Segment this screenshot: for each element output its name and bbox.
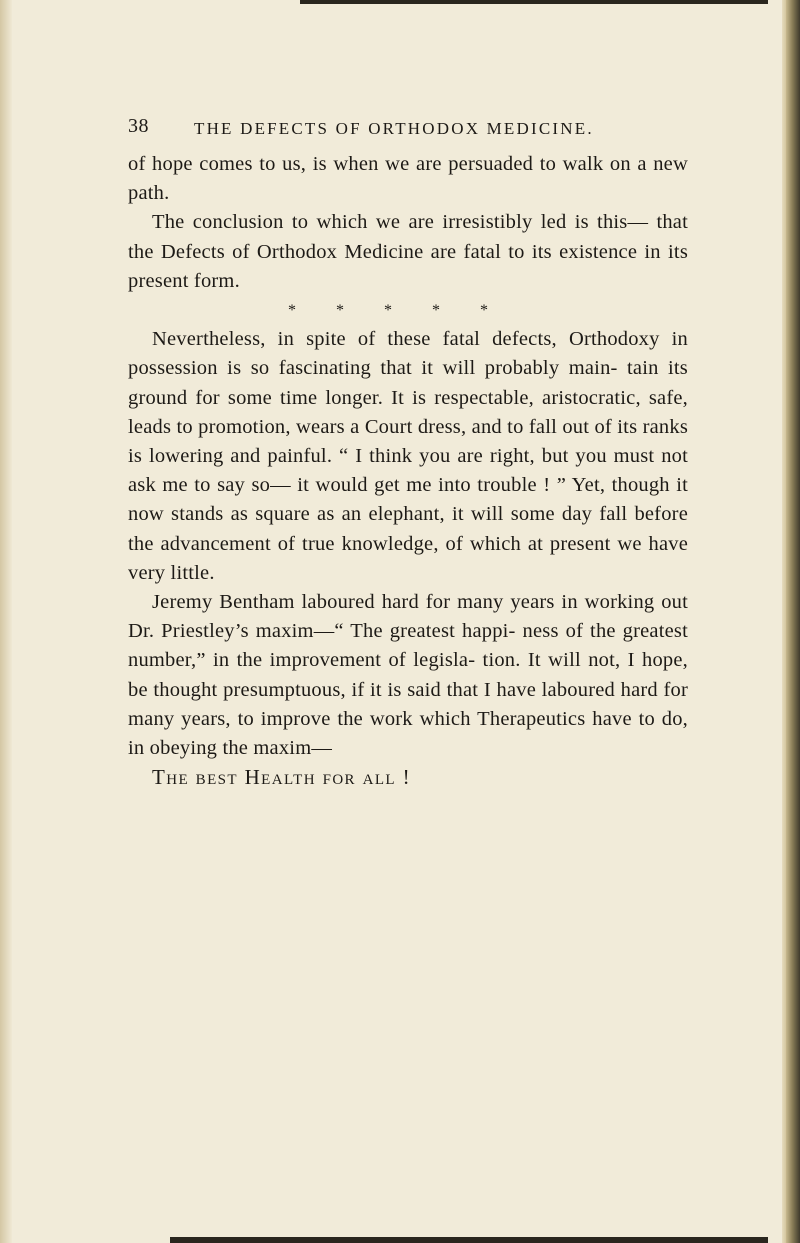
paragraph-2: The conclusion to which we are irresistibly led is this— that the Defects of Orthodox Medicine are fatal to its existence in its present form.: [128, 211, 688, 292]
page-number: 38: [128, 115, 149, 137]
bottom-edge-rule: [170, 1237, 768, 1243]
binding-shadow: [0, 0, 12, 1243]
paragraph-3: Nevertheless, in spite of these fatal defects, Orthodoxy in possession is so fascinating that it will probably main- tain its ground for some time longer. It is respectable, aristocratic, safe, leads to promotion, wears a Court dress, and to fall out of its ranks is lowering and painful. “ I think you are right, but you must not ask me to say so— it would get me into trouble ! ” Yet, though it now stands as square as an elephant, it will some day fall before the advancement of true knowledge, of which at present we have very little.: [128, 328, 688, 584]
top-edge-rule: [300, 0, 768, 4]
body-text: [128, 150, 688, 792]
running-head-title: THE DEFECTS OF ORTHODOX MEDICINE.: [194, 119, 594, 138]
closing-line: The best Health for all !: [152, 765, 412, 790]
paragraph-4: Jeremy Bentham laboured hard for many years in working out Dr. Priestley’s maxim—“ The greatest happi- ness of the greatest number,” in the improvement of legisla- tion. It will not, I hope, be thought presumptuous, if it is said that I have laboured hard for many years, to improve the work which Therapeutics have to do, in obeying the maxim—: [128, 591, 688, 760]
page-edge-shadow: [786, 0, 800, 1243]
paragraph-1: of hope comes to us, is when we are persuaded to walk on a new path.: [128, 153, 688, 205]
section-break-stars: * * * * *: [288, 302, 488, 320]
running-head: [128, 115, 688, 145]
